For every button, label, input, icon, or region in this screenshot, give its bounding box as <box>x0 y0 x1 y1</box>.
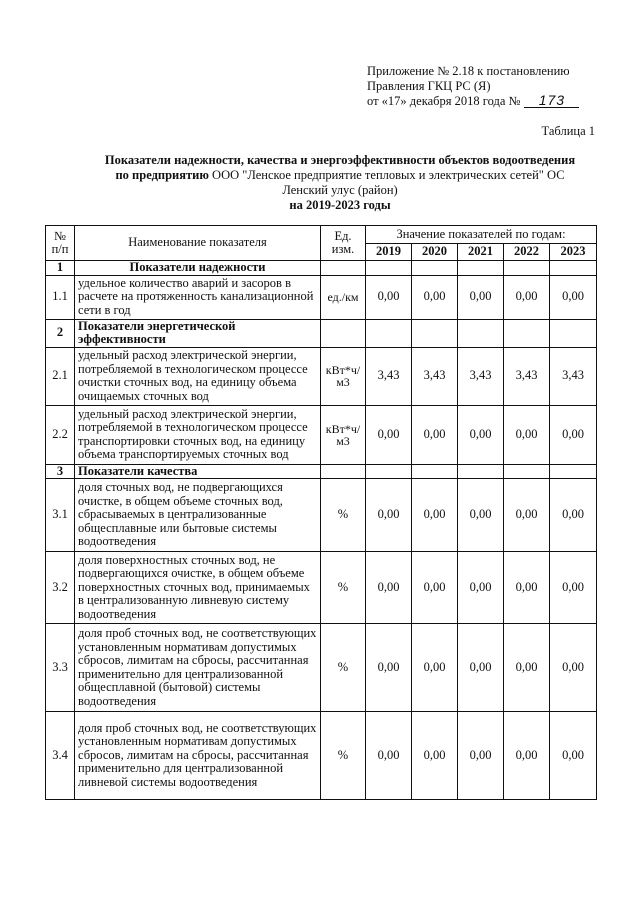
row-value: 0,00 <box>458 712 504 800</box>
row-num: 1.1 <box>46 275 75 319</box>
table-label: Таблица 1 <box>541 124 595 138</box>
header-date: от «17» декабря 2018 года № <box>367 94 521 108</box>
row-value: 0,00 <box>504 624 550 712</box>
title-line-2-rest: ООО "Ленское предприятие тепловых и электрических сетей" ОС <box>208 168 565 182</box>
row-value: 0,00 <box>504 275 550 319</box>
row-unit: ед./км <box>321 275 366 319</box>
section-name: Показатели качества <box>75 464 321 479</box>
title-line-2 <box>60 168 620 183</box>
col-header-year: 2022 <box>504 244 550 261</box>
row-value: 0,00 <box>550 275 597 319</box>
section-num: 2 <box>46 319 75 347</box>
indicators-table <box>45 225 597 800</box>
col-header-values: Значение показателей по годам: <box>366 226 597 244</box>
row-num: 3.3 <box>46 624 75 712</box>
row-value: 0,00 <box>366 712 412 800</box>
row-num: 3.2 <box>46 552 75 624</box>
row-value: 3,43 <box>550 347 597 405</box>
col-header-year: 2023 <box>550 244 597 261</box>
row-name: доля сточных вод, не подвергающихся очистке, в общем объеме сточных вод, сбрасываемых в централизованные общесплавные или бытовые системы водоотведения <box>75 479 321 552</box>
header-line-2: Правления ГКЦ РС (Я) <box>367 79 491 93</box>
row-name: удельный расход электрической энергии, потребляемой в технологическом процессе очистки сточных вод, на единицу объема очищаемых сточных вод <box>75 347 321 405</box>
section-num: 3 <box>46 464 75 479</box>
row-name: удельный расход электрической энергии, потребляемой в технологическом процессе транспортировки сточных вод, на единицу объема транспортируемых сточных вод <box>75 405 321 464</box>
row-value: 0,00 <box>504 479 550 552</box>
row-value: 0,00 <box>458 624 504 712</box>
row-num: 2.1 <box>46 347 75 405</box>
row-num: 3.4 <box>46 712 75 800</box>
col-header-num: № п/п <box>46 226 75 261</box>
row-num: 3.1 <box>46 479 75 552</box>
document-title <box>60 153 620 213</box>
row-value: 3,43 <box>366 347 412 405</box>
header-line-3 <box>367 94 579 109</box>
row-value: 0,00 <box>412 479 458 552</box>
row-value: 0,00 <box>550 624 597 712</box>
row-value: 0,00 <box>504 552 550 624</box>
row-value: 0,00 <box>550 712 597 800</box>
col-header-unit: Ед. изм. <box>321 226 366 261</box>
row-unit: % <box>321 624 366 712</box>
row-value: 0,00 <box>458 275 504 319</box>
title-line-4: на 2019-2023 годы <box>289 198 391 212</box>
row-unit: % <box>321 479 366 552</box>
row-value: 0,00 <box>458 405 504 464</box>
row-unit: % <box>321 552 366 624</box>
col-header-year: 2020 <box>412 244 458 261</box>
handwritten-number: 173 <box>524 94 579 108</box>
row-value: 0,00 <box>550 479 597 552</box>
title-line-1: Показатели надежности, качества и энергоэффективности объектов водоотведения <box>104 153 576 167</box>
row-value: 0,00 <box>504 712 550 800</box>
document-header <box>367 64 579 109</box>
row-value: 0,00 <box>412 624 458 712</box>
row-unit: кВт*ч/м3 <box>321 405 366 464</box>
row-name: доля поверхностных сточных вод, не подвергающихся очистке, в общем объеме поверхностных сточных вод, принимаемых в централизованную ливневую систему водоотведения <box>75 552 321 624</box>
row-value: 0,00 <box>412 552 458 624</box>
row-name: доля проб сточных вод, не соответствующих установленным нормативам допустимых сбросов, лимитам на сбросы, рассчитанная применительно для централизованной общесплавной (бытовой) системы водоотведения <box>75 624 321 712</box>
row-value: 0,00 <box>550 552 597 624</box>
row-name: удельное количество аварий и засоров в расчете на протяженность канализационной сети в год <box>75 275 321 319</box>
col-header-name: Наименование показателя <box>75 226 321 261</box>
row-value: 0,00 <box>504 405 550 464</box>
row-value: 0,00 <box>366 405 412 464</box>
row-value: 3,43 <box>458 347 504 405</box>
title-line-2-bold: по предприятию <box>115 168 209 182</box>
col-header-year: 2019 <box>366 244 412 261</box>
row-value: 3,43 <box>412 347 458 405</box>
row-value: 0,00 <box>366 479 412 552</box>
header-line-1: Приложение № 2.18 к постановлению <box>367 64 570 78</box>
row-value: 0,00 <box>550 405 597 464</box>
row-value: 0,00 <box>412 275 458 319</box>
row-value: 0,00 <box>458 479 504 552</box>
row-value: 0,00 <box>366 275 412 319</box>
row-value: 0,00 <box>366 552 412 624</box>
col-header-year: 2021 <box>458 244 504 261</box>
row-num: 2.2 <box>46 405 75 464</box>
title-line-3: Ленский улус (район) <box>282 183 398 197</box>
row-unit: % <box>321 712 366 800</box>
section-name: Показатели энергетической эффективности <box>75 319 321 347</box>
row-unit: кВт*ч/м3 <box>321 347 366 405</box>
row-value: 0,00 <box>412 712 458 800</box>
row-value: 0,00 <box>412 405 458 464</box>
section-num: 1 <box>46 261 75 276</box>
row-value: 3,43 <box>504 347 550 405</box>
row-value: 0,00 <box>366 624 412 712</box>
section-name: Показатели надежности <box>75 261 321 276</box>
row-name: доля проб сточных вод, не соответствующих установленным нормативам допустимых сбросов, лимитам на сбросы, рассчитанная применительно для централизованной ливневой системы водоотведения <box>75 712 321 800</box>
row-value: 0,00 <box>458 552 504 624</box>
